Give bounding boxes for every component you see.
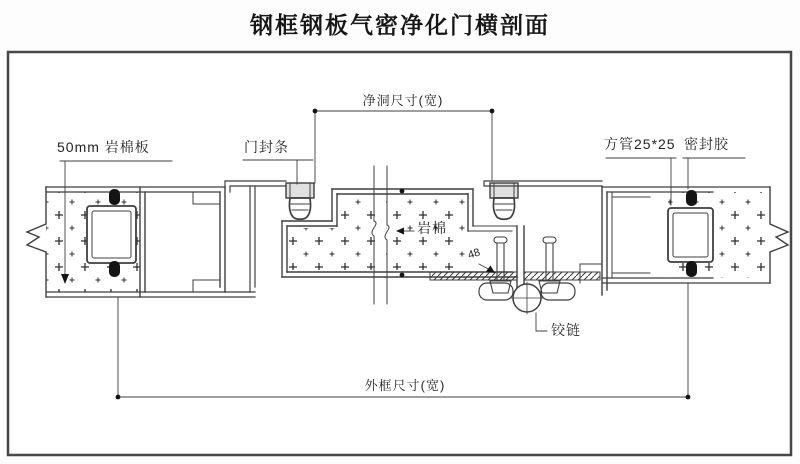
sealant-bead — [109, 189, 120, 205]
drawing-title: 钢框钢板气密净化门横剖面 — [250, 12, 550, 38]
label-rockwool-board: 50mm 岩棉板 — [57, 139, 150, 155]
left-square-tube — [87, 206, 136, 263]
label-door-seal-strip: 门封条 — [244, 139, 289, 155]
label-rockwool-fill: 岩棉 — [417, 220, 447, 236]
label-sealant: 密封胶 — [684, 136, 729, 152]
label-hinge-offset-48: 48 — [466, 246, 482, 262]
label-hinge: 铰链 — [551, 322, 581, 338]
label-outer-frame-width: 外框尺寸(宽) — [364, 378, 446, 393]
label-net-opening-width: 净洞尺寸(宽) — [362, 93, 444, 108]
sealant-bead — [686, 190, 697, 206]
sealant-bead — [686, 261, 697, 277]
right-square-tube — [668, 208, 713, 262]
label-square-tube: 方管25*25 — [604, 136, 676, 152]
sealant-bead — [109, 261, 120, 277]
